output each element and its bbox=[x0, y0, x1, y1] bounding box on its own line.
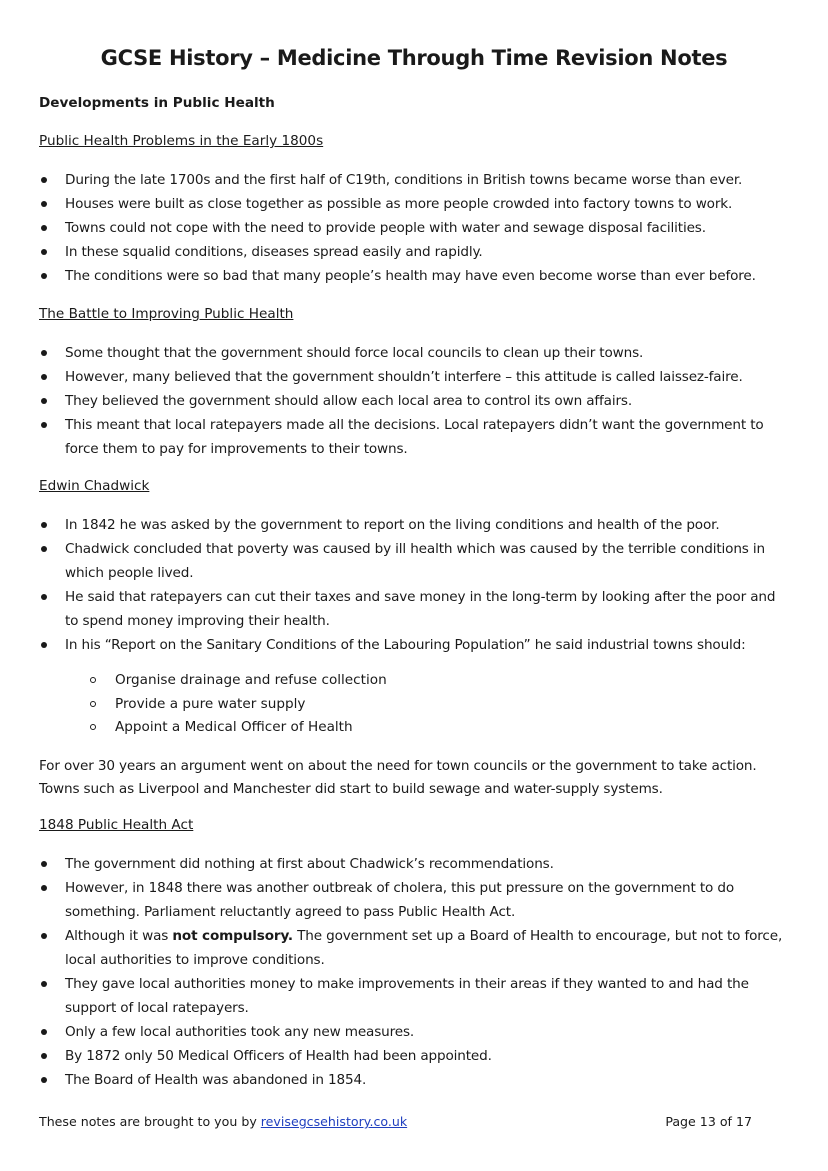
bullet-icon bbox=[41, 398, 47, 404]
list-item: In his “Report on the Sanitary Conditions of the Labouring Population” he said industrial towns should: bbox=[39, 633, 789, 657]
bullet-icon bbox=[41, 861, 47, 867]
bullet-icon bbox=[41, 422, 47, 428]
list-item: During the late 1700s and the first half of C19th, conditions in British towns became worse than ever. bbox=[39, 168, 789, 192]
hollow-bullet-icon bbox=[90, 701, 96, 707]
hollow-bullet-icon bbox=[90, 724, 96, 730]
page-title: GCSE History – Medicine Through Time Revision Notes bbox=[100, 46, 728, 70]
list-item: They believed the government should allow each local area to control its own affairs. bbox=[39, 389, 789, 413]
list-item: In these squalid conditions, diseases spread easily and rapidly. bbox=[39, 240, 789, 264]
footer-site-link[interactable]: revisegcsehistory.co.uk bbox=[260, 1114, 408, 1129]
list-item: The conditions were so bad that many people’s health may have even become worse than ever before. bbox=[39, 264, 789, 288]
emphasis-not-compulsory: not compulsory. bbox=[172, 928, 293, 944]
list-item: He said that ratepayers can cut their taxes and save money in the long-term by looking after the poor and to spend money improving their health. bbox=[39, 585, 789, 633]
bullet-list-1848-act bbox=[39, 852, 789, 1092]
list-item: Although it was not compulsory. The government set up a Board of Health to encourage, but not to force, local authorities to improve conditions. bbox=[39, 924, 789, 972]
list-item: However, in 1848 there was another outbreak of cholera, this put pressure on the government to do something. Parliament reluctantly agreed to pass Public Health Act. bbox=[39, 876, 789, 924]
bullet-icon bbox=[41, 546, 47, 552]
subheading-1848-public-health-act: 1848 Public Health Act bbox=[39, 817, 194, 833]
list-item: The government did nothing at first about Chadwick’s recommendations. bbox=[39, 852, 789, 876]
bullet-icon bbox=[41, 177, 47, 183]
hollow-bullet-icon bbox=[90, 677, 96, 683]
list-item: Only a few local authorities took any new measures. bbox=[39, 1020, 789, 1044]
subheading-battle-public-health: The Battle to Improving Public Health bbox=[39, 306, 294, 322]
bullet-icon bbox=[41, 225, 47, 231]
bullet-icon bbox=[41, 249, 47, 255]
list-item: This meant that local ratepayers made all the decisions. Local ratepayers didn’t want the government to force them to pay for improvements to their towns. bbox=[39, 413, 789, 461]
bullet-icon bbox=[41, 201, 47, 207]
bullet-icon bbox=[41, 642, 47, 648]
sub-list-item: Appoint a Medical Officer of Health bbox=[88, 716, 688, 740]
bullet-icon bbox=[41, 273, 47, 279]
bullet-icon bbox=[41, 374, 47, 380]
sub-list-item: Organise drainage and refuse collection bbox=[88, 669, 688, 693]
bullet-list-public-health-problems bbox=[39, 168, 789, 288]
list-item: In 1842 he was asked by the government to report on the living conditions and health of the poor. bbox=[39, 513, 789, 537]
section-heading: Developments in Public Health bbox=[39, 95, 275, 111]
bullet-list-battle-public-health bbox=[39, 341, 789, 461]
bullet-icon bbox=[41, 1077, 47, 1083]
list-item: Towns could not cope with the need to provide people with water and sewage disposal facilities. bbox=[39, 216, 789, 240]
bullet-icon bbox=[41, 594, 47, 600]
sub-bullet-list-recommendations bbox=[88, 669, 688, 740]
paragraph-argument: For over 30 years an argument went on about the need for town councils or the government to take action. Towns such as Liverpool and Manchester did start to build sewage and water-supply systems. bbox=[39, 758, 757, 797]
subheading-edwin-chadwick: Edwin Chadwick bbox=[39, 478, 150, 494]
bullet-icon bbox=[41, 350, 47, 356]
bullet-icon bbox=[41, 1053, 47, 1059]
list-item: Chadwick concluded that poverty was caused by ill health which was caused by the terrible conditions in which people lived. bbox=[39, 537, 789, 585]
bullet-icon bbox=[41, 885, 47, 891]
page-number: Page 13 of 17 bbox=[665, 1114, 752, 1129]
list-item: Houses were built as close together as possible as more people crowded into factory towns to work. bbox=[39, 192, 789, 216]
list-item: However, many believed that the government shouldn’t interfere – this attitude is called laissez-faire. bbox=[39, 365, 789, 389]
bullet-list-edwin-chadwick bbox=[39, 513, 789, 657]
list-item: By 1872 only 50 Medical Officers of Health had been appointed. bbox=[39, 1044, 789, 1068]
bullet-icon bbox=[41, 1029, 47, 1035]
bullet-icon bbox=[41, 522, 47, 528]
bullet-icon bbox=[41, 981, 47, 987]
bullet-icon bbox=[41, 933, 47, 939]
list-item: Some thought that the government should force local councils to clean up their towns. bbox=[39, 341, 789, 365]
sub-list-item: Provide a pure water supply bbox=[88, 693, 688, 717]
subheading-public-health-problems: Public Health Problems in the Early 1800s bbox=[39, 133, 324, 149]
list-item: They gave local authorities money to make improvements in their areas if they wanted to and had the support of local ratepayers. bbox=[39, 972, 789, 1020]
list-item: The Board of Health was abandoned in 1854. bbox=[39, 1068, 789, 1092]
footer-credit: These notes are brought to you by revisegcsehistory.co.uk bbox=[39, 1114, 408, 1129]
